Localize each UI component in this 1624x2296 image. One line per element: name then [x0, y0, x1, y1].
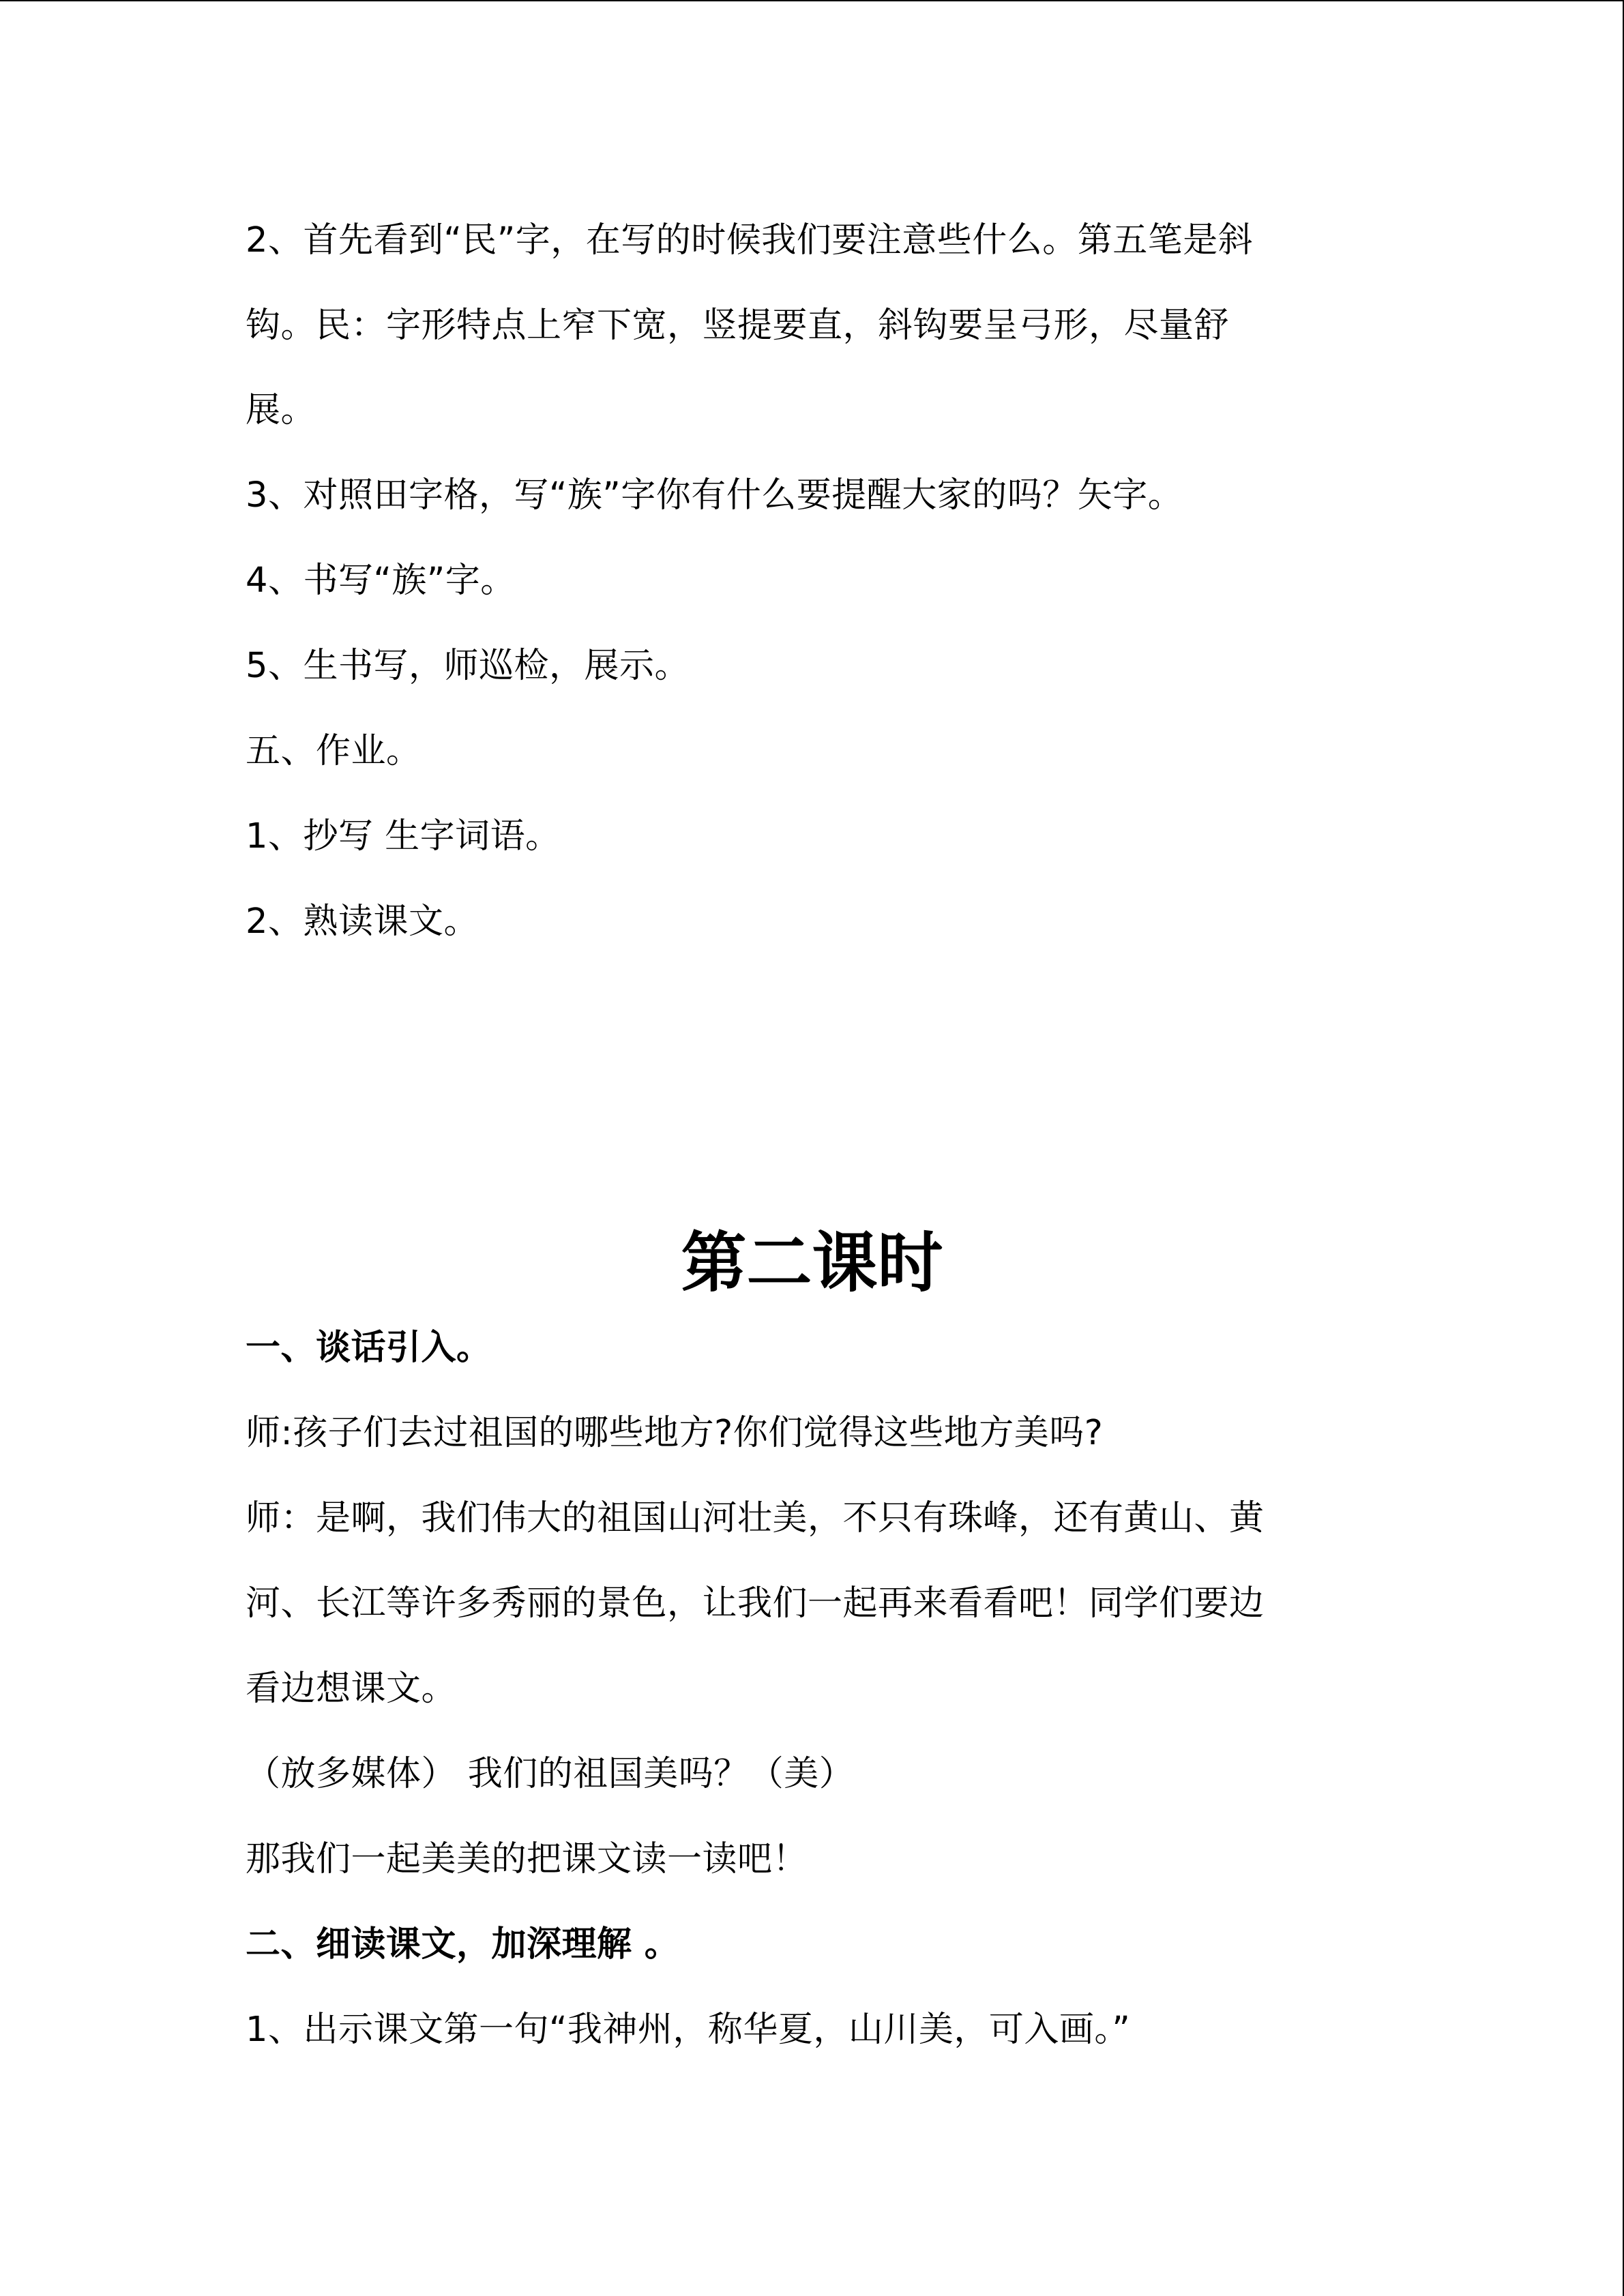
paragraph-line: 3、对照田字格，写“族”字你有什么要提醒大家的吗？矢字。: [246, 475, 1183, 516]
paragraph-line: 看边想课文。: [246, 1669, 457, 1709]
section-heading: 五、作业。: [246, 731, 422, 771]
section-heading: 一、谈话引入。: [246, 1328, 492, 1368]
section-title: 第二课时: [681, 1224, 943, 1301]
paragraph-line: 钩。民：字形特点上窄下宽，竖提要直，斜钩要呈弓形，尽量舒: [246, 305, 1230, 346]
section-heading: 二、细读课文，加深理解 。: [246, 1924, 680, 1965]
paragraph-line: 2、首先看到“民”字，在写的时候我们要注意些什么。第五笔是斜: [246, 220, 1254, 260]
paragraph-line: 那我们一起美美的把课文读一读吧！: [246, 1839, 808, 1879]
paragraph-line: （放多媒体） 我们的祖国美吗？（美）: [246, 1754, 855, 1794]
paragraph-line: 1、抄写 生字词语。: [246, 816, 561, 856]
paragraph-line: 师：是啊，我们伟大的祖国山河壮美，不只有珠峰，还有黄山、黄: [246, 1498, 1265, 1538]
paragraph-line: 1、出示课文第一句“我神州，称华夏，山川美，可入画。”: [246, 2010, 1131, 2050]
paragraph-line: 2、熟读课文。: [246, 901, 479, 942]
paragraph-line: 展。: [246, 390, 316, 430]
paragraph-line: 河、长江等许多秀丽的景色，让我们一起再来看看吧！同学们要边: [246, 1583, 1265, 1624]
paragraph-line: 5、生书写，师巡检，展示。: [246, 646, 690, 686]
paragraph-line: 4、书写“族”字。: [246, 561, 516, 601]
paragraph-line: 师:孩子们去过祖国的哪些地方?你们觉得这些地方美吗?: [246, 1413, 1104, 1453]
